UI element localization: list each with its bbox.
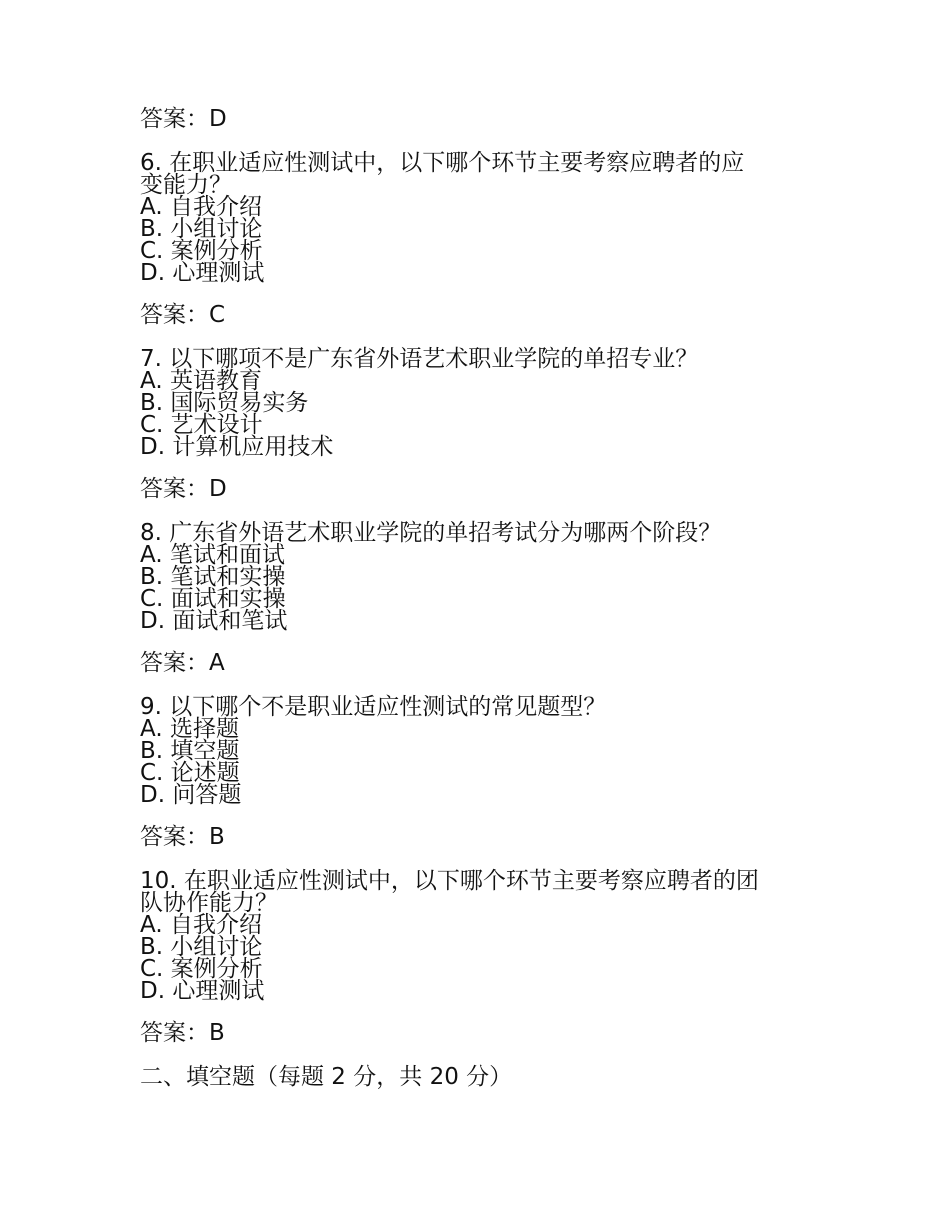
- option-b: B. 小组讨论: [140, 216, 263, 242]
- option-c: C. 艺术设计: [140, 412, 263, 438]
- answer-line: 答案：C: [140, 302, 226, 328]
- answer-line: 答案：A: [140, 650, 225, 676]
- answer-line: 答案：D: [140, 476, 227, 502]
- question-stem: 6. 在职业适应性测试中，以下哪个环节主要考察应聘者的应: [140, 150, 745, 176]
- section-heading: 二、填空题（每题 2 分，共 20 分）: [140, 1064, 513, 1090]
- option-c: C. 面试和实操: [140, 586, 286, 612]
- option-a: A. 自我介绍: [140, 194, 262, 220]
- option-c: C. 案例分析: [140, 956, 263, 982]
- option-c: C. 案例分析: [140, 238, 263, 264]
- option-a: A. 笔试和面试: [140, 542, 285, 568]
- option-a: A. 选择题: [140, 716, 239, 742]
- option-b: B. 填空题: [140, 738, 240, 764]
- option-d: D. 计算机应用技术: [140, 434, 334, 460]
- option-d: D. 问答题: [140, 782, 242, 808]
- answer-line: 答案：B: [140, 1020, 225, 1046]
- question-stem: 8. 广东省外语艺术职业学院的单招考试分为哪两个阶段？: [140, 520, 722, 546]
- option-b: B. 小组讨论: [140, 934, 263, 960]
- question-stem: 10. 在职业适应性测试中，以下哪个环节主要考察应聘者的团: [140, 868, 759, 894]
- answer-line: 答案：D: [140, 106, 227, 132]
- option-d: D. 面试和笔试: [140, 608, 288, 634]
- option-a: A. 英语教育: [140, 368, 262, 394]
- option-b: B. 国际贸易实务: [140, 390, 309, 416]
- option-b: B. 笔试和实操: [140, 564, 286, 590]
- answer-line: 答案：B: [140, 824, 225, 850]
- option-c: C. 论述题: [140, 760, 240, 786]
- question-stem: 7. 以下哪项不是广东省外语艺术职业学院的单招专业？: [140, 346, 699, 372]
- option-d: D. 心理测试: [140, 978, 265, 1004]
- question-stem-continued: 变能力？: [140, 172, 232, 198]
- question-stem: 9. 以下哪个不是职业适应性测试的常见题型？: [140, 694, 607, 720]
- option-d: D. 心理测试: [140, 260, 265, 286]
- question-stem-continued: 队协作能力？: [140, 890, 278, 916]
- option-a: A. 自我介绍: [140, 912, 262, 938]
